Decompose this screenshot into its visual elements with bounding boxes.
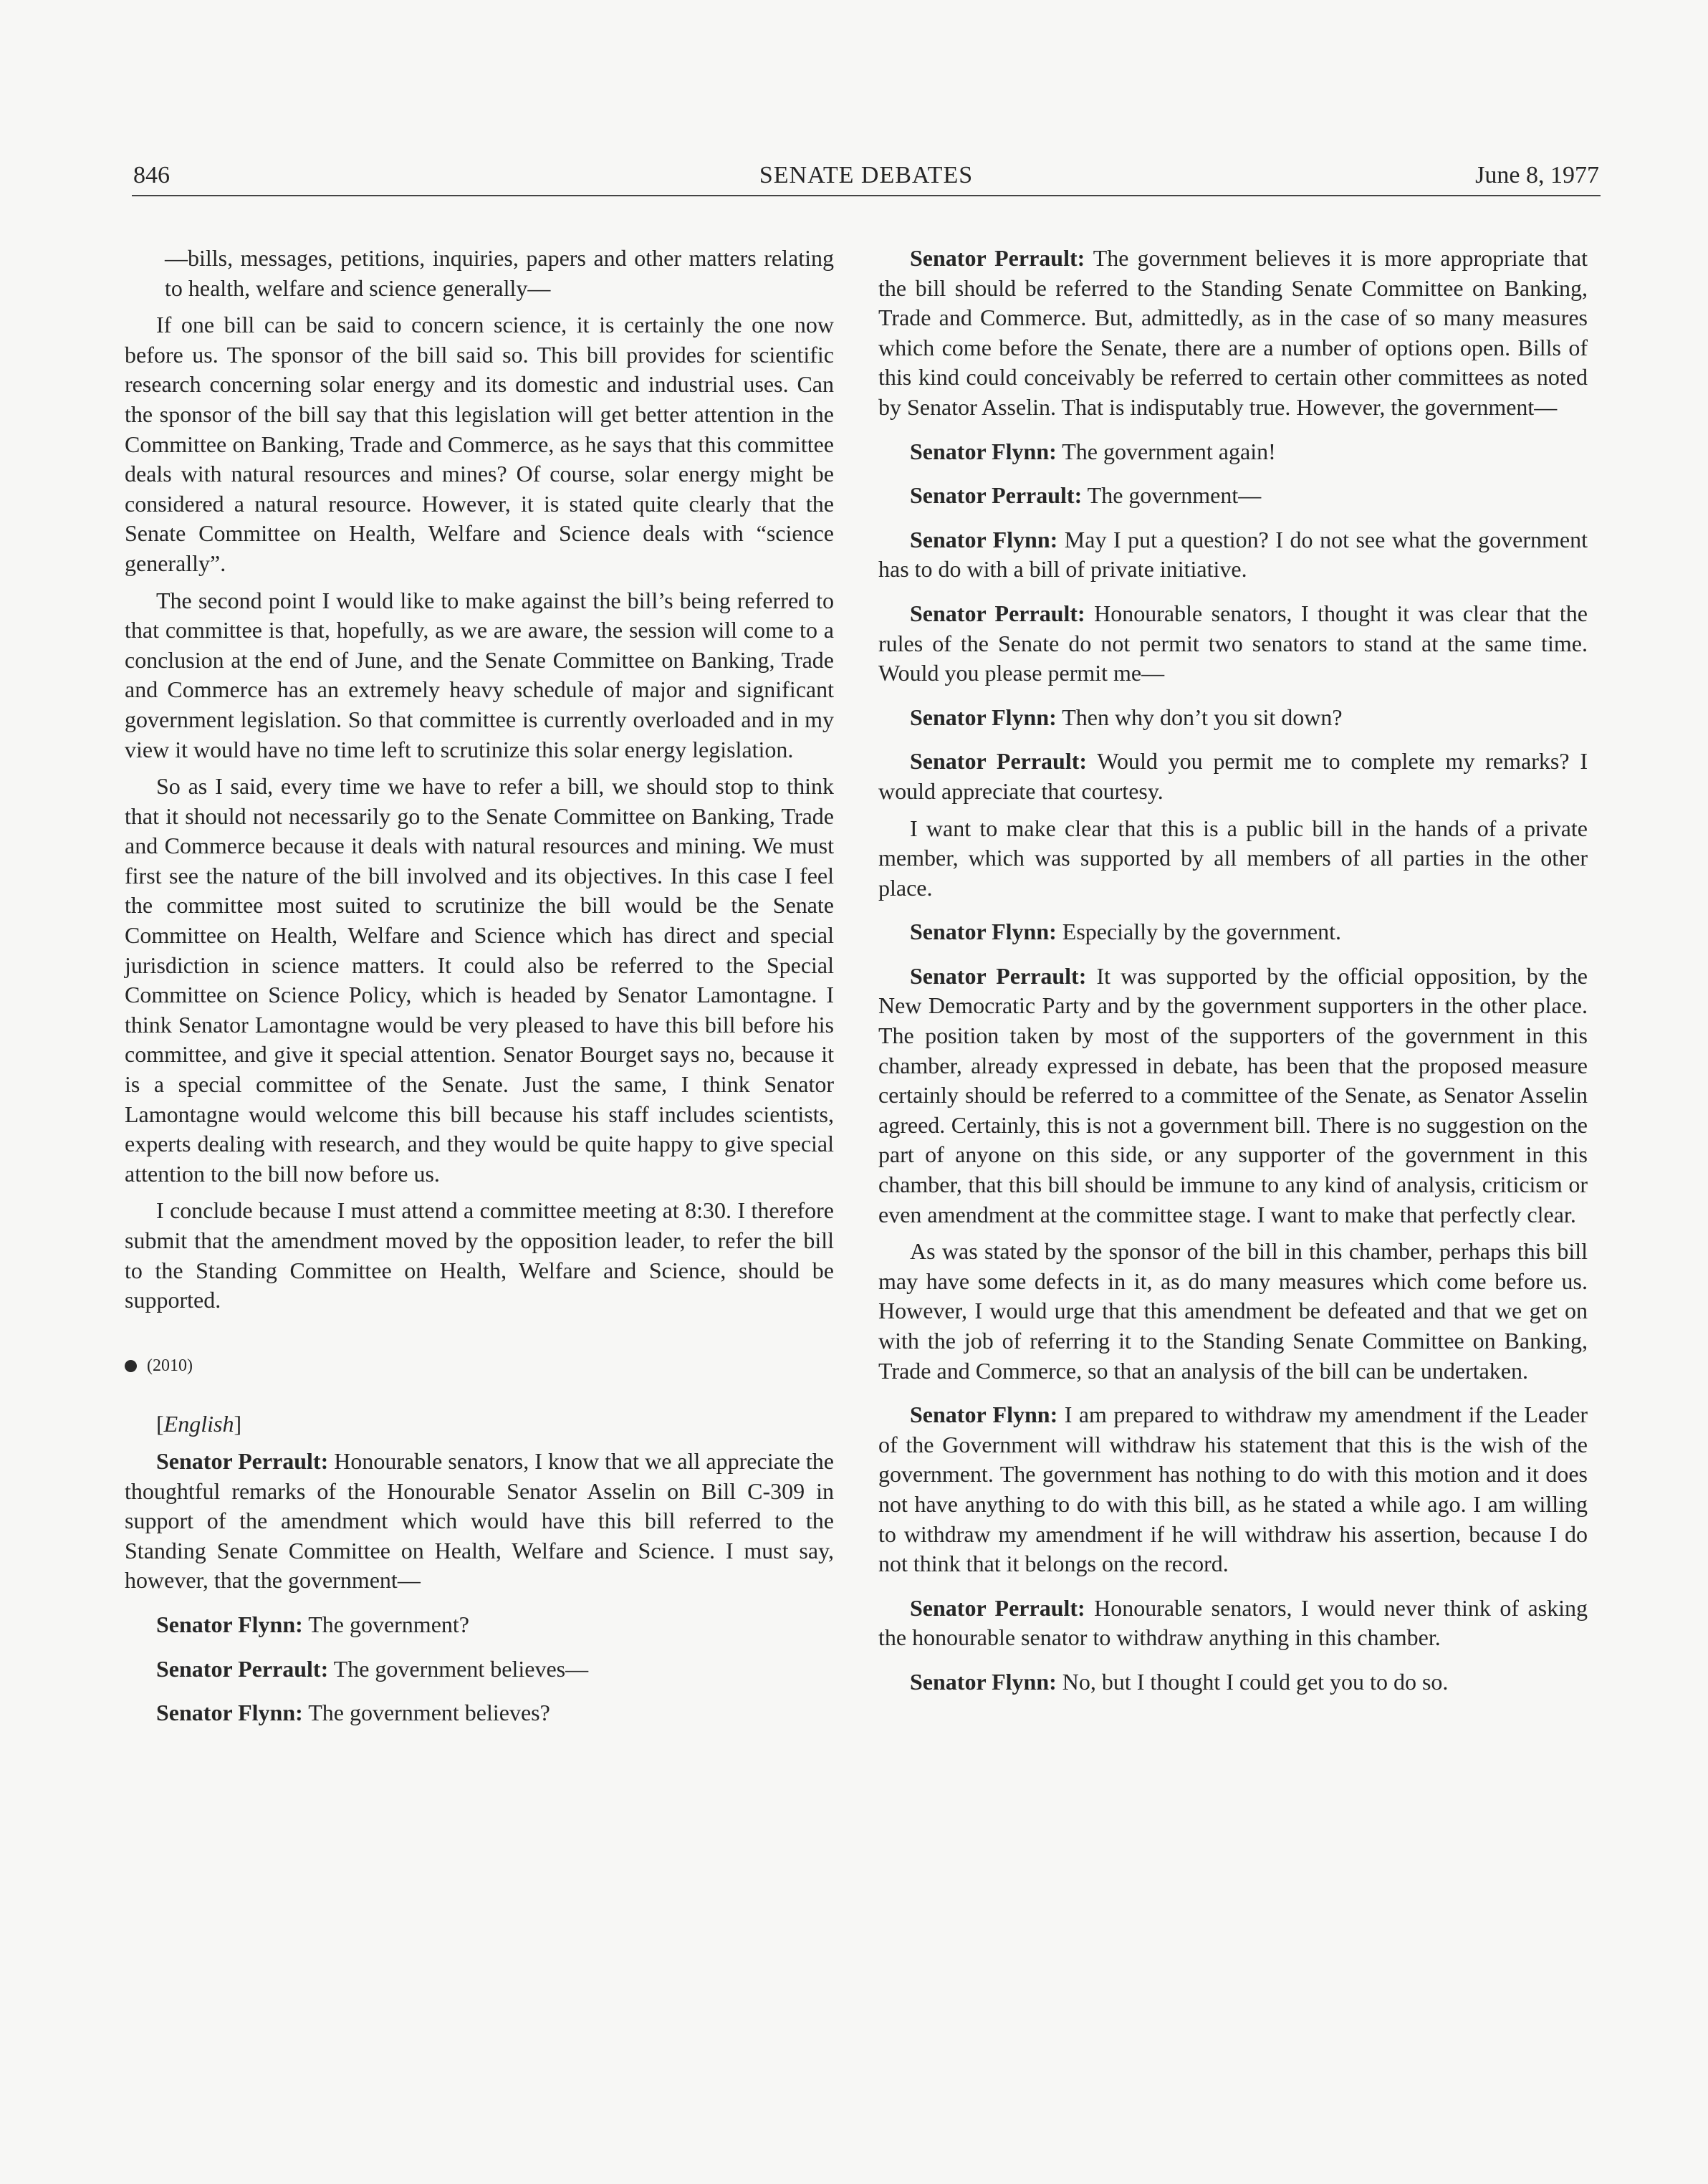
speech (125, 1447, 834, 1596)
speech-text: Would you permit me to complete my remarks? I would appreciate that courtesy. (878, 748, 1588, 804)
speech (125, 1698, 834, 1728)
speech-text: Then why don’t you sit down? (1056, 704, 1343, 730)
speaker-name: Senator Perrault: (910, 962, 1087, 989)
speech (878, 599, 1588, 689)
speech (878, 703, 1588, 733)
paragraph: I conclude because I must attend a committee meeting at 8:30. I therefore submit that the amendment moved by the opposition leader, to refer the bill to the Standing Committee on Health, Welfare and Science, should be supported. (125, 1197, 834, 1313)
left-column (125, 244, 834, 1735)
speaker-name: Senator Flynn: (910, 1668, 1057, 1695)
speaker-name: Senator Perrault: (910, 600, 1085, 626)
speech (878, 917, 1588, 947)
paragraph: I want to make clear that this is a public bill in the hands of a private member, which was supported by all members of all parties in the other place. (878, 815, 1588, 901)
speaker-name: Senator Flynn: (910, 438, 1057, 464)
publication-title: SENATE DEBATES (759, 162, 974, 188)
paragraph: So as I said, every time we have to refer a bill, we should stop to think that it should not necessarily go to the Senate Committee on Banking, Trade and Commerce because it deals with natural resources and mining. We must first see the nature of the bill involved and its objectives. In this case I feel the committee most suited to scrutinize the bill would be the Senate Committee on Health, Welfare and Science which has direct and special jurisdiction in science matters. It could also be referred to the Special Committee on Science Policy, which is headed by Senator Lamontagne. I think Senator Lamontagne would be very pleased to have this bill before his committee, and give it special attention. Senator Bourget says no, because it is a special committee of the Senate. Just the same, I think Senator Lamontagne would welcome this bill because his staff includes scientists, experts dealing with research, and they would be quite happy to give special attention to the bill now before us. (125, 773, 834, 1187)
speaker-name: Senator Flynn: (156, 1700, 303, 1726)
speech (125, 1610, 834, 1640)
speech-text: The government believes— (328, 1655, 589, 1682)
speaker-name: Senator Perrault: (156, 1447, 329, 1474)
speech-text: May I put a question? I do not see what the government has to do with a bill of private initiative. (878, 526, 1588, 583)
speech-text: The government believes? (302, 1700, 550, 1726)
speech-text: The government believes it is more appropriate that the bill should be referred to the Standing Senate Committee on Banking, Trade and Commerce. But, admittedly, as in the case of so many measures which come before the Senate, there are a number of options open. Bills of this kind could conceivably be referred to certain other committees as noted by Senator Asselin. That is indisputably true. However, the government— (878, 245, 1588, 420)
speaker-name: Senator Perrault: (910, 482, 1083, 509)
speech-text: No, but I thought I could get you to do so. (1056, 1668, 1449, 1695)
speech (878, 747, 1588, 806)
paragraph: If one bill can be said to concern science, it is certainly the one now before us. The sponsor of the bill said so. This bill provides for scientific research concerning solar energy and its domestic and industrial uses. Can the sponsor of the bill say that this legislation will get better attention in the Committee on Banking, Trade and Commerce, as he says that this committee deals with natural resources and mines? Of course, solar energy might be considered a natural resource. However, it is stated quite clearly that the Senate Committee on Health, Welfare and Science deals with “science generally”. (125, 312, 834, 576)
speaker-name: Senator Perrault: (156, 1655, 329, 1682)
running-header (132, 159, 1601, 196)
speaker-name: Senator Flynn: (910, 526, 1058, 552)
speech (878, 1667, 1588, 1697)
language-tag: [English] (156, 1411, 242, 1437)
speech (878, 962, 1588, 1230)
publication-date: June 8, 1977 (1475, 162, 1599, 188)
speech (878, 1400, 1588, 1579)
speech-text: Honourable senators, I thought it was clear that the rules of the Senate do not permit two senators to stand at the same time. Would you please permit me— (878, 600, 1588, 686)
bullet-icon (125, 1360, 137, 1372)
language-tag-label: English (163, 1411, 234, 1437)
speech (878, 1594, 1588, 1653)
speech (878, 481, 1588, 511)
speech-text: Especially by the government. (1056, 919, 1341, 945)
speech-text: Honourable senators, I would never think of asking the honourable senator to withdraw anything in this chamber. (878, 1594, 1588, 1651)
quoted-text: —bills, messages, petitions, inquiries, papers and other matters relating to health, welfare and science generally— (165, 245, 834, 301)
speaker-name: Senator Flynn: (910, 704, 1057, 730)
paragraph: The second point I would like to make against the bill’s being referred to that committee is that, hopefully, as we are aware, the session will come to a conclusion at the end of June, and the Senate Committee on Banking, Trade and Commerce has an extremely heavy schedule of major and significant government legislation. So that committee is currently overloaded and in my view it would have no time left to scrutinize this solar energy legislation. (125, 587, 834, 762)
speech-text: It was supported by the official opposition, by the New Democratic Party and by the government supporters in the other place. The position taken by most of the supporters of the government in this chamber, already expressed in debate, has been that the proposed measure certainly should be referred to a committee of the Senate, as Senator Asselin agreed. Certainly, this is not a government bill. There is no suggestion on the part of anyone on this side, or any supporter of the government in this chamber, that this bill should be immune to any kind of analysis, criticism or even amendment at the committee stage. I want to make that perfectly clear. (878, 962, 1588, 1227)
speaker-name: Senator Flynn: (910, 919, 1057, 945)
speech (878, 244, 1588, 423)
speaker-name: Senator Flynn: (910, 1402, 1058, 1428)
right-column (878, 244, 1588, 1705)
speech-text: The government? (302, 1611, 469, 1637)
speech-text: The government— (1082, 482, 1262, 509)
paragraph: As was stated by the sponsor of the bill in this chamber, perhaps this bill may have some defects in it, as do many measures which come before us. However, I would urge that this amendment be defeated and that we get on with the job of referring it to the Standing Senate Committee on Banking, Trade and Commerce, so that an analysis of the bill can be undertaken. (878, 1238, 1588, 1384)
time-marker (125, 1351, 834, 1381)
speech (125, 1654, 834, 1685)
speaker-name: Senator Flynn: (156, 1611, 303, 1637)
page-number: 846 (133, 162, 170, 188)
speech (878, 525, 1588, 585)
speech-text: I am prepared to withdraw my amendment if the Leader of the Government will withdraw his statement that this is the wish of the government. The government has nothing to do with this motion and it does not have anything to do with this bill, as he stated a while ago. I am willing to withdraw my amendment if he will withdraw his assertion, because I do not think that it belongs on the record. (878, 1402, 1588, 1577)
speech-text: The government again! (1056, 438, 1276, 464)
speaker-name: Senator Perrault: (910, 748, 1088, 775)
speaker-name: Senator Perrault: (910, 1594, 1085, 1621)
time-marker-label: (2010) (147, 1356, 193, 1375)
speech-text: Honourable senators, I know that we all appreciate the thoughtful remarks of the Honourable Senator Asselin on Bill C-309 in support of the amendment which would have this bill referred to the Standing Senate Committee on Health, Welfare and Science. I must say, however, that the government— (125, 1447, 835, 1594)
speech (878, 437, 1588, 467)
speaker-name: Senator Perrault: (910, 245, 1085, 271)
